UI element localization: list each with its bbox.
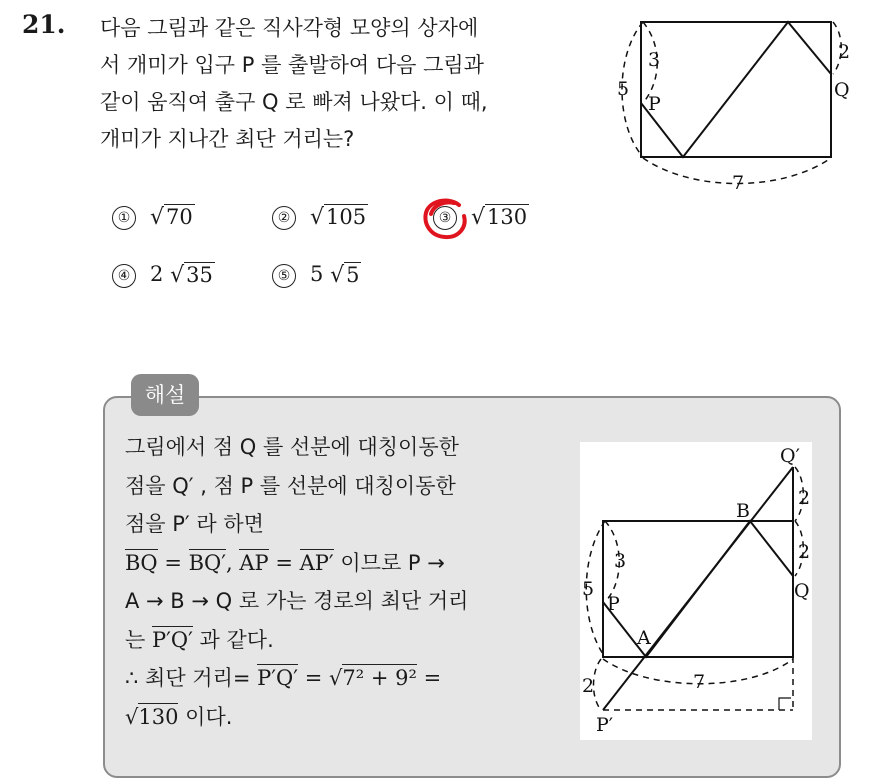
choice-5[interactable]: ⑤ 5 √5 bbox=[272, 262, 361, 288]
question-text bbox=[100, 10, 592, 158]
length-label-7: 7 bbox=[732, 172, 745, 194]
point-label-q: Q bbox=[794, 580, 810, 602]
point-label-p: P bbox=[648, 93, 661, 115]
point-label-p: P bbox=[607, 593, 620, 615]
length-label-5: 5 bbox=[617, 78, 630, 100]
explanation-line: ∴ 최단 거리= P′Q′ = √7² + 9² = bbox=[125, 666, 442, 690]
explanation-line: 점을 P′ 라 하면 bbox=[125, 512, 264, 536]
question-line: 같이 움직여 출구 Q 로 빠져 나왔다. 이 때, bbox=[100, 90, 488, 114]
choice-1[interactable]: ① √70 bbox=[112, 204, 195, 230]
explanation-tag: 해설 bbox=[131, 374, 199, 416]
question-number: 21. bbox=[22, 10, 66, 39]
length-label-2a: 2 bbox=[798, 487, 811, 509]
point-label-a: A bbox=[637, 627, 651, 649]
explanation-text bbox=[125, 428, 565, 736]
length-label-3: 3 bbox=[648, 49, 661, 71]
point-label-q: Q bbox=[834, 79, 850, 101]
explanation-figure bbox=[580, 442, 812, 740]
point-label-b: B bbox=[736, 500, 750, 522]
choice-2[interactable]: ② √105 bbox=[272, 204, 368, 230]
choice-3[interactable]: ③ √130 bbox=[433, 204, 529, 230]
length-label-2b: 2 bbox=[798, 541, 811, 563]
explanation-line: A → B → Q 로 가는 경로의 최단 거리 bbox=[125, 589, 469, 613]
explanation-line: 는 P′Q′ 과 같다. bbox=[125, 627, 274, 652]
question-line: 개미가 지나간 최단 거리는? bbox=[100, 127, 355, 151]
explanation-line: √130 이다. bbox=[125, 704, 233, 729]
point-label-p-prime: P′ bbox=[596, 714, 614, 736]
explanation-line: BQ = BQ′, AP = AP′ 이므로 P → bbox=[125, 550, 445, 575]
question-figure bbox=[612, 0, 872, 200]
length-label-2c: 2 bbox=[582, 675, 595, 697]
explanation-line: 그림에서 점 Q 를 선분에 대칭이동한 bbox=[125, 435, 459, 459]
length-label-7: 7 bbox=[693, 671, 706, 693]
length-label-3: 3 bbox=[614, 550, 627, 572]
length-label-5: 5 bbox=[582, 578, 595, 600]
choice-4[interactable]: ④ 2 √35 bbox=[112, 262, 215, 288]
answer-mark-circle bbox=[421, 196, 471, 242]
length-label-2: 2 bbox=[838, 41, 851, 63]
question-line: 다음 그림과 같은 직사각형 모양의 상자에 bbox=[100, 16, 479, 40]
explanation-line: 점을 Q′ , 점 P 를 선분에 대칭이동한 bbox=[125, 473, 456, 498]
question-line: 서 개미가 입구 P 를 출발하여 다음 그림과 bbox=[100, 53, 484, 77]
point-label-q-prime: Q′ bbox=[780, 445, 800, 467]
